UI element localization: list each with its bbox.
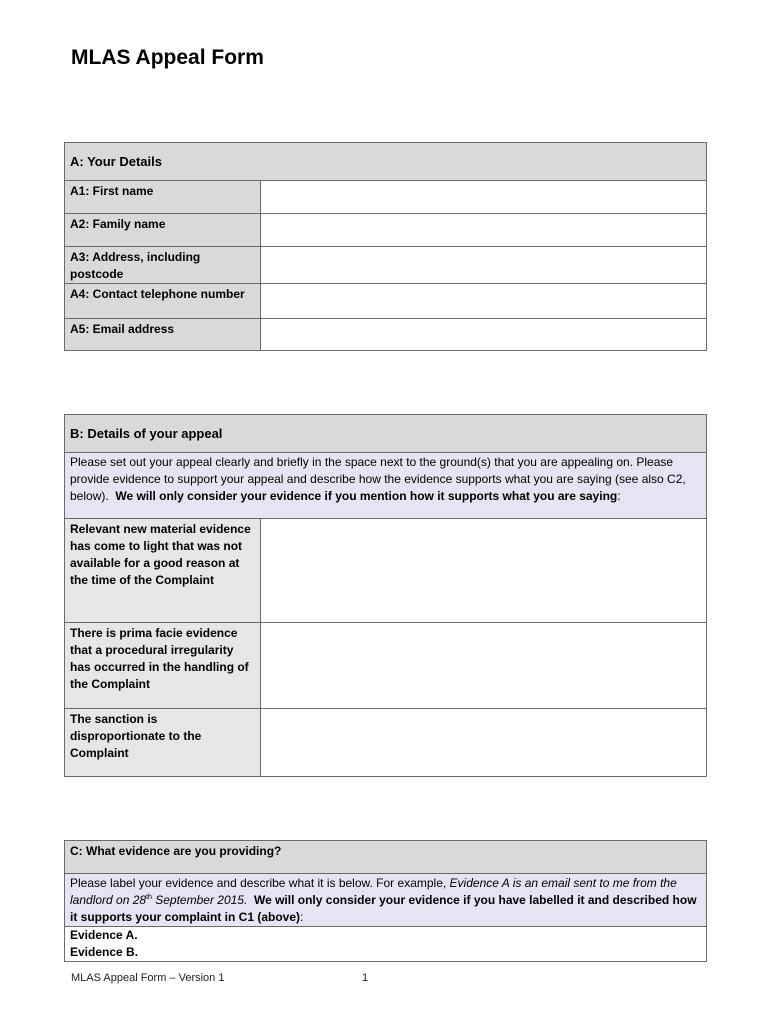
telephone-field[interactable] — [261, 284, 707, 319]
evidence-item-b: Evidence B. — [70, 945, 139, 959]
section-c-instructions-text: Please label your evidence and describe what it is below. For example, — [70, 876, 450, 890]
ground-procedural-irregularity-field[interactable] — [261, 623, 707, 709]
footer-version: MLAS Appeal Form – Version 1 — [71, 972, 225, 984]
evidence-item-a: Evidence A. — [70, 928, 138, 942]
ground-procedural-irregularity-label: There is prima facie evidence that a procedural irregularity has occurred in the handling of the Complaint — [65, 623, 261, 709]
section-b-instructions-text: Please set out your appeal clearly and briefly in the space next to the ground(s) that you are appealing on. Please provide evidence to support your appeal and describe how the evidence supports what you are saying (see also C2, below). — [70, 455, 686, 503]
first-name-label: A1: First name — [65, 181, 261, 214]
section-b-instructions — [65, 453, 707, 519]
section-c-instructions-italic-2: September 2015. — [151, 893, 248, 907]
section-c-header: C: What evidence are you providing? — [65, 841, 707, 874]
section-a-table — [64, 142, 707, 351]
ground-new-evidence-field[interactable] — [261, 519, 707, 623]
section-c-instructions-italic-1: Evidence A is an email sent to me from the landlord on 28 — [70, 876, 677, 907]
first-name-field[interactable] — [261, 181, 707, 214]
section-c-instructions — [65, 874, 707, 927]
page-title: MLAS Appeal Form — [71, 46, 264, 69]
section-c-instructions-sup: th — [146, 894, 152, 901]
email-label: A5: Email address — [65, 319, 261, 351]
telephone-label: A4: Contact telephone number — [65, 284, 261, 319]
family-name-label: A2: Family name — [65, 214, 261, 247]
section-c-instructions-end: : — [300, 910, 304, 924]
address-field[interactable] — [261, 247, 707, 284]
section-b-header: B: Details of your appeal — [65, 415, 707, 453]
evidence-list[interactable] — [65, 927, 707, 962]
section-c-table — [64, 840, 707, 962]
section-b-table — [64, 414, 707, 777]
section-b-instructions-bold: We will only consider your evidence if you mention how it supports what you are saying — [115, 489, 618, 503]
ground-sanction-field[interactable] — [261, 709, 707, 777]
ground-new-evidence-label: Relevant new material evidence has come to light that was not available for a good reason at the time of the Complaint — [65, 519, 261, 623]
section-a-header: A: Your Details — [65, 143, 707, 181]
footer-page-number: 1 — [362, 972, 369, 984]
family-name-field[interactable] — [261, 214, 707, 247]
section-c-instructions-bold: We will only consider your evidence if you have labelled it and described how it supports your complaint in C1 (above) — [70, 893, 697, 924]
email-field[interactable] — [261, 319, 707, 351]
ground-sanction-label: The sanction is disproportionate to the Complaint — [65, 709, 261, 777]
section-b-instructions-end: : — [617, 489, 621, 503]
address-label: A3: Address, including postcode — [65, 247, 261, 284]
